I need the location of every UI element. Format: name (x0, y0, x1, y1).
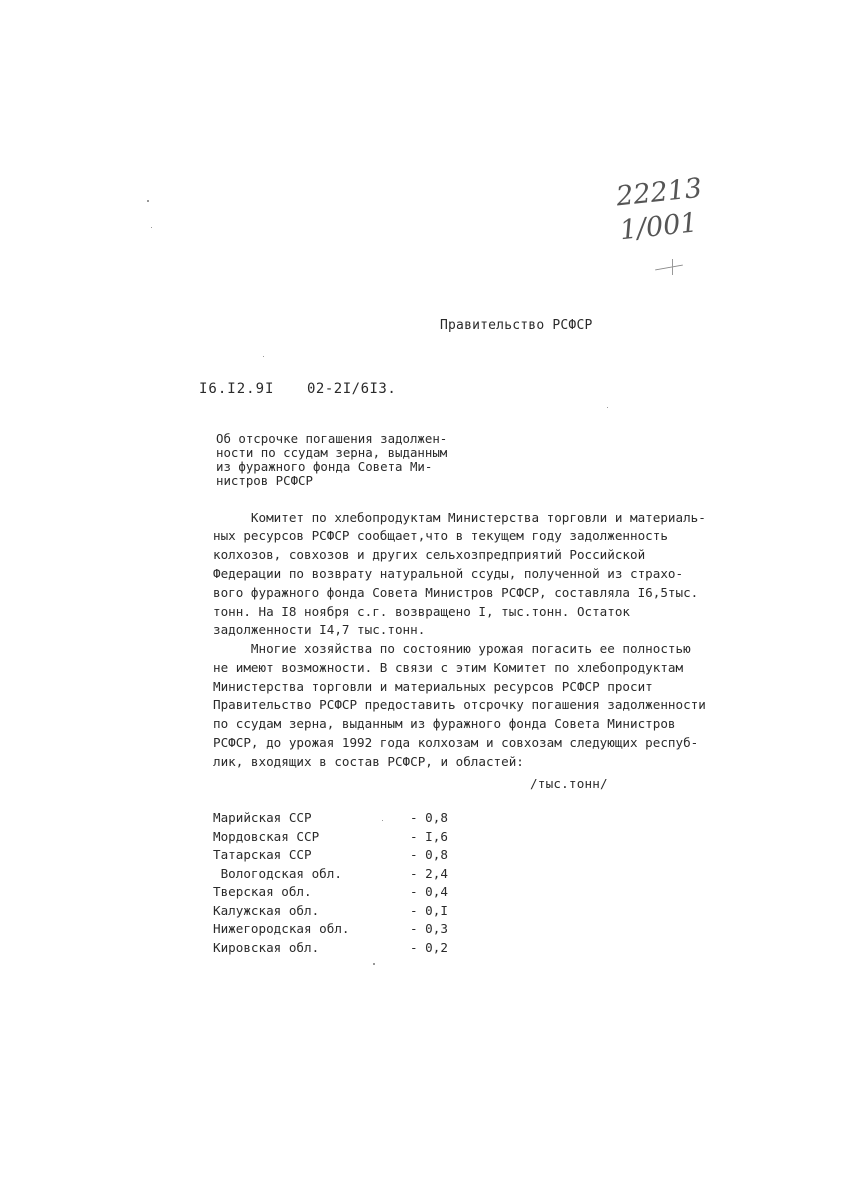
handwritten-tick (655, 265, 683, 271)
scan-speck (263, 356, 264, 357)
subject-line: Об отсрочке погашения задолжен- (216, 431, 448, 446)
body-line: не имеют возможности. В связи с этим Комитет по хлебопродуктам (213, 660, 684, 675)
scan-speck (151, 227, 152, 228)
region-value: - 0,4 (410, 884, 448, 899)
region-name: Калужская обл. (213, 903, 320, 918)
region-name: Нижегородская обл. (213, 921, 350, 936)
scan-speck (373, 963, 375, 965)
body-line: РСФСР, до урожая 1992 года колхозам и совхозам следующих респуб- (213, 735, 699, 750)
handwritten-registration-mark (615, 174, 707, 247)
body-line: тонн. На I8 ноября с.г. возвращено I, тыс.тонн. Остаток (213, 604, 631, 619)
body-line: задолженности I4,7 тыс.тонн. (213, 622, 426, 637)
region-value: - 0,I (410, 903, 448, 918)
body-line: колхозов, совхозов и других сельхозпредприятий Российской (213, 547, 646, 562)
region-name: Марийская ССР (213, 810, 312, 825)
region-value: - 0,8 (410, 810, 448, 825)
body-line: Правительство РСФСР предоставить отсрочку погашения задолженности (213, 697, 706, 712)
region-name: Вологодская обл. (213, 866, 342, 881)
subject-line: из фуражного фонда Совета Ми- (216, 459, 433, 474)
document-date: I6.I2.9I (199, 381, 275, 397)
region-name: Кировская обл. (213, 940, 320, 955)
addressee: Правительство РСФСР (440, 318, 593, 333)
handwritten-tick-stroke (672, 259, 673, 275)
region-name: Мордовская ССР (213, 829, 320, 844)
region-value: - I,6 (410, 829, 448, 844)
scan-speck (382, 820, 383, 821)
body-line: по ссудам зерна, выданным из фуражного фонда Совета Министров (213, 716, 676, 731)
region-value: - 2,4 (410, 866, 448, 881)
body-line: Многие хозяйства по состоянию урожая погасить ее полностью (213, 641, 691, 656)
document-number: 02-2I/6I3. (307, 381, 397, 397)
subject-line: нистров РСФСР (216, 473, 313, 488)
body-line: ных ресурсов РСФСР сообщает,что в текущем году задолженность (213, 528, 668, 543)
unit-label: /тыс.тонн/ (530, 776, 608, 791)
region-value: - 0,3 (410, 921, 448, 936)
handwritten-mark-line1: 22213 (614, 172, 704, 213)
subject-line: ности по ссудам зерна, выданным (216, 445, 448, 460)
body-line: вого фуражного фонда Совета Министров РСФСР, составляла I6,5тыс. (213, 585, 699, 600)
body-line: Министерства торговли и материальных ресурсов РСФСР просит (213, 679, 653, 694)
region-value: - 0,2 (410, 940, 448, 955)
handwritten-mark-line2: 1/001 (618, 207, 699, 247)
body-line: Комитет по хлебопродуктам Министерства торговли и материаль- (213, 510, 706, 525)
region-name: Тверская обл. (213, 884, 312, 899)
scan-speck (147, 200, 149, 202)
scan-speck (607, 407, 608, 408)
body-line: Федерации по возврату натуральной ссуды, полученной из страхо- (213, 566, 684, 581)
region-value: - 0,8 (410, 847, 448, 862)
region-name: Татарская ССР (213, 847, 312, 862)
body-line: лик, входящих в состав РСФСР, и областей: (213, 754, 524, 769)
